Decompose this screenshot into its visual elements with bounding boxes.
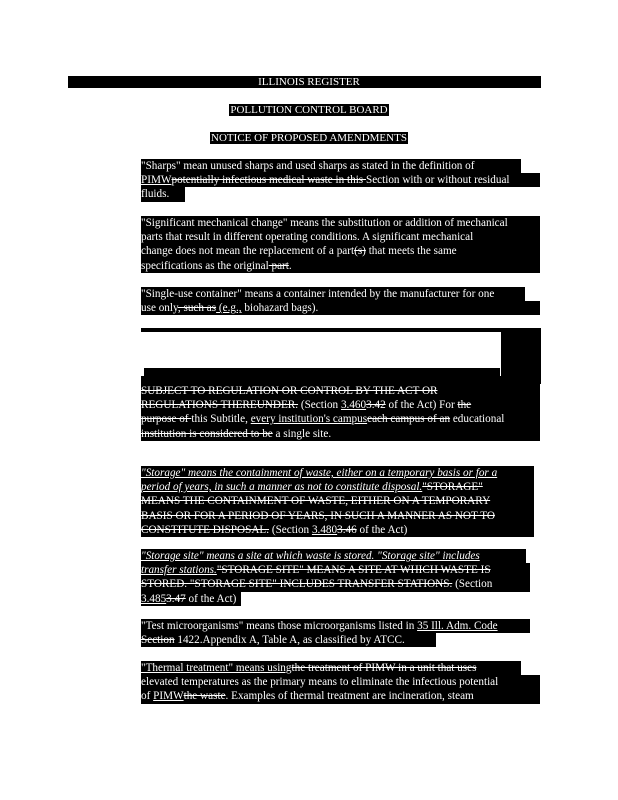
- storage-site-line-1: "Storage site" means a site at which waste is stored. "Storage site" includes: [141, 549, 526, 563]
- sig-line-3: change does not mean the replacement of a part(s) that meets the same: [141, 244, 540, 258]
- definition-sharps: [141, 159, 540, 202]
- thermal-line-3: of PIMWthe waste. Examples of thermal treatment are incineration, steam: [141, 689, 540, 703]
- single-line-1: "Single-use container" means a container intended by the manufacturer for one: [141, 287, 525, 301]
- sig-line-1: "Significant mechanical change" means the substitution or addition of mechanical: [141, 216, 540, 230]
- storage-line-3: MEANS THE CONTAINMENT OF WASTE, EITHER ON A TEMPORARY: [141, 494, 534, 508]
- sig-line-4: specifications as the original part.: [141, 259, 540, 273]
- single-line-2: use only, such as (e.g., biohazard bags).: [141, 301, 540, 315]
- test-line-2: Section 1422.Appendix A, Table A, as classified by ATCC.: [141, 633, 436, 647]
- sig-line-2: parts that result in different operating conditions. A significant mechanical: [141, 230, 540, 244]
- sharps-line-2: PIMWpotentially infectious medical waste in this Section with or without residual: [141, 173, 540, 187]
- definition-single-use: [141, 287, 540, 315]
- sharps-line-1: "Sharps" mean unused sharps and used sharps as stated in the definition of: [141, 159, 521, 173]
- redacted-block-noise: [144, 368, 500, 384]
- storage-line-2: period of years, in such a manner as not to constitute disposal."STORAGE": [141, 480, 534, 494]
- site-line-2: REGULATIONS THEREUNDER. (Section 3.4603.42 of the Act) For the: [141, 398, 540, 412]
- site-line-1: SUBJECT TO REGULATION OR CONTROL BY THE ACT OR: [141, 384, 540, 398]
- storage-line-5: CONSTITUTE DISPOSAL. (Section 3.4803.46 of the Act): [141, 523, 534, 537]
- test-line-1: "Test microorganisms" means those microorganisms listed in 35 Ill. Adm. Code: [141, 619, 530, 633]
- thermal-line-1: "Thermal treatment" means usingthe treatment of PIMW in a unit that uses: [141, 661, 521, 675]
- site-line-4: institution is considered to be a single site.: [141, 427, 540, 441]
- definition-thermal-treatment: [141, 661, 540, 704]
- storage-line-4: BASIS OR FOR A PERIOD OF YEARS, IN SUCH A MANNER AS NOT TO: [141, 509, 534, 523]
- register-title: ILLINOIS REGISTER: [258, 76, 360, 88]
- definition-significant-change: [141, 216, 540, 273]
- definition-test-microorganisms: [141, 619, 540, 647]
- storage-site-line-4: 3.4853.47 of the Act): [141, 592, 241, 606]
- notice-title: NOTICE OF PROPOSED AMENDMENTS: [211, 132, 407, 144]
- sharps-line-3: fluids.: [141, 187, 185, 201]
- definition-storage-site: [141, 549, 540, 606]
- definition-storage: [141, 466, 540, 537]
- definition-site: [141, 384, 540, 441]
- site-line-3: purpose of this Subtitle, every institution's campuseach campus of an educational: [141, 412, 540, 426]
- board-title: POLLUTION CONTROL BOARD: [230, 104, 388, 116]
- thermal-line-2: elevated temperatures as the primary means to eliminate the infectious potential: [141, 675, 540, 689]
- storage-site-line-2: transfer stations."STORAGE SITE" MEANS A SITE AT WHICH WASTE IS: [141, 563, 530, 577]
- storage-line-1: "Storage" means the containment of waste, either on a temporary basis or for a: [141, 466, 534, 480]
- storage-site-line-3: STORED. "STORAGE SITE" INCLUDES TRANSFER STATIONS. (Section: [141, 577, 530, 591]
